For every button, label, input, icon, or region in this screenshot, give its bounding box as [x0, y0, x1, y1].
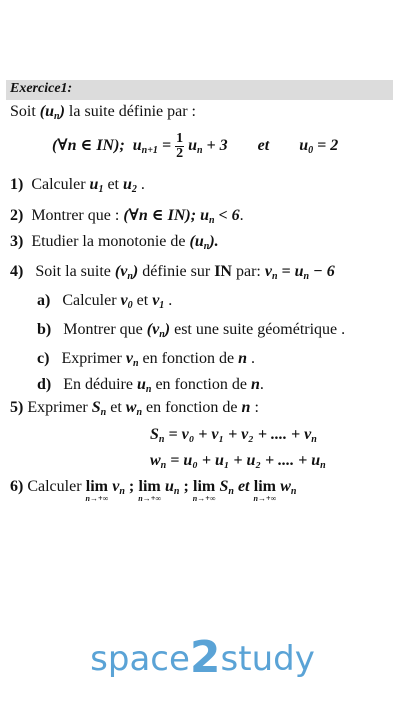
question-4c: c) Exprimer $v_n$ en fonction de n . [37, 350, 255, 369]
limit-w: lim n→+∞ [253, 478, 277, 503]
space2study-logo: space2study [90, 632, 315, 683]
exercise-header-bar [6, 80, 393, 100]
question-5: 5) Exprimer $S_n$ et $w_n$ en fonction de n : [10, 399, 259, 418]
question-4b: b) Montrer que $(v_n)$ est une suite géométrique . [37, 321, 346, 340]
intro-line: Soit $(u_n)$ la suite définie par : [10, 103, 196, 122]
equation-S: $S_n = v_0 + v_1 + v_2$ + .... + $v_n$ [150, 426, 317, 445]
question-4: 4) Soit la suite $(v_n)$ définie sur IN par: $v_n = u_n - 6$ [10, 263, 335, 282]
limit-S: lim n→+∞ [192, 478, 216, 503]
question-4d: d) En déduire $u_n$ en fonction de n. [37, 376, 264, 395]
limit-u: lim n→+∞ [138, 478, 161, 503]
question-1: 1) Calculer $u_1$ et $u_2$ . [10, 176, 145, 195]
limit-v: lim n→+∞ [85, 478, 109, 503]
definition-line: (∀n ∈ IN); $u_{n+1}$ = $\frac{1}{2}$ $u_n + 3$ et $u_0 = 2$ [52, 131, 339, 161]
exercise-title: Exercice1: [10, 81, 73, 96]
equation-w: $w_n = u_0 + u_1 + u_2$ + .... + $u_n$ [150, 452, 326, 471]
question-4a: a) Calculer $v_0$ et $v_1$ . [37, 292, 173, 311]
question-2: 2) Montrer que : (∀n ∈ IN); $u_n < 6$. [10, 207, 244, 226]
question-3: 3) Etudier la monotonie de $(u_n)$. [10, 233, 219, 252]
question-6: 6) Calculer lim n→+∞ $v_n$ ; lim n→+∞ $u_n$ ; lim n→+∞ $S_n$ et lim n→+∞ $w_n$ [10, 478, 297, 503]
fraction-half: $\frac{1}{2}$ [176, 131, 184, 161]
